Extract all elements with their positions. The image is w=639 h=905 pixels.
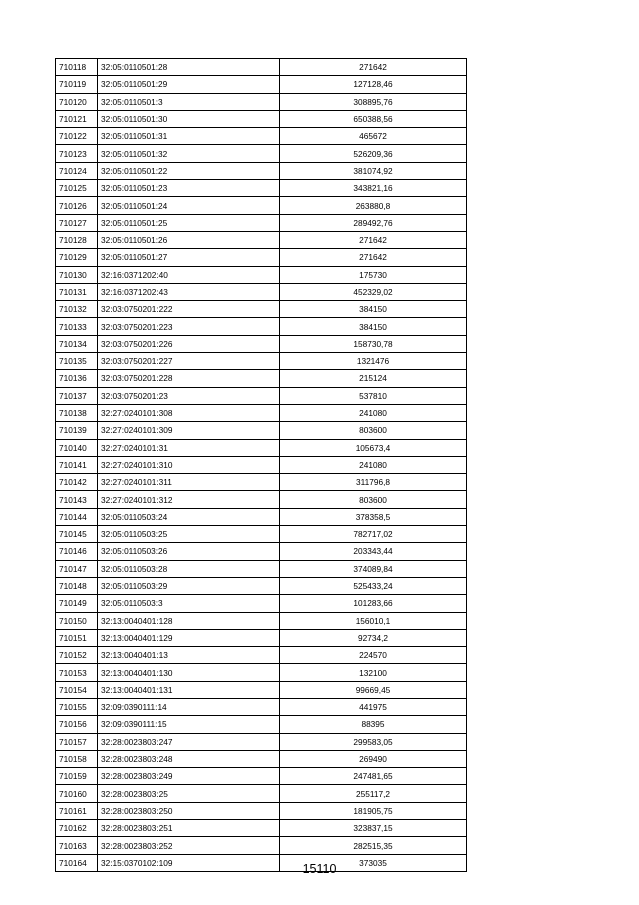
value-cell: 105673,4 <box>280 439 467 456</box>
cadastral-number-cell: 32:03:0750201:223 <box>98 318 280 335</box>
row-id-cell: 710134 <box>56 335 98 352</box>
cadastral-number-cell: 32:27:0240101:308 <box>98 404 280 421</box>
value-cell: 255117,2 <box>280 785 467 802</box>
table-row <box>56 820 467 837</box>
value-cell: 537810 <box>280 387 467 404</box>
cadastral-number-cell: 32:13:0040401:128 <box>98 612 280 629</box>
value-cell: 525433,24 <box>280 577 467 594</box>
table-row <box>56 128 467 145</box>
cadastral-number-cell: 32:05:0110501:29 <box>98 76 280 93</box>
row-id-cell: 710138 <box>56 404 98 421</box>
table-body <box>56 59 467 872</box>
table-row <box>56 162 467 179</box>
cadastral-number-cell: 32:28:0023803:252 <box>98 837 280 854</box>
cadastral-number-cell: 32:05:0110501:3 <box>98 93 280 110</box>
table-row <box>56 93 467 110</box>
cadastral-number-cell: 32:27:0240101:309 <box>98 422 280 439</box>
row-id-cell: 710143 <box>56 491 98 508</box>
row-id-cell: 710145 <box>56 526 98 543</box>
cadastral-number-cell: 32:05:0110501:28 <box>98 59 280 76</box>
table-row <box>56 214 467 231</box>
row-id-cell: 710136 <box>56 370 98 387</box>
cadastral-number-cell: 32:05:0110501:23 <box>98 180 280 197</box>
value-cell: 271642 <box>280 59 467 76</box>
table-row <box>56 318 467 335</box>
table-row <box>56 629 467 646</box>
cadastral-number-cell: 32:16:0371202:43 <box>98 283 280 300</box>
table-row <box>56 716 467 733</box>
row-id-cell: 710137 <box>56 387 98 404</box>
cadastral-number-cell: 32:03:0750201:226 <box>98 335 280 352</box>
row-id-cell: 710121 <box>56 110 98 127</box>
value-cell: 271642 <box>280 231 467 248</box>
cadastral-number-cell: 32:05:0110501:31 <box>98 128 280 145</box>
value-cell: 101283,66 <box>280 595 467 612</box>
table-row <box>56 76 467 93</box>
table-row <box>56 370 467 387</box>
table-row <box>56 577 467 594</box>
value-cell: 526209,36 <box>280 145 467 162</box>
value-cell: 343821,16 <box>280 180 467 197</box>
table-row <box>56 301 467 318</box>
cadastral-number-cell: 32:28:0023803:248 <box>98 750 280 767</box>
table-row <box>56 837 467 854</box>
table-row <box>56 249 467 266</box>
row-id-cell: 710153 <box>56 664 98 681</box>
cadastral-number-cell: 32:28:0023803:249 <box>98 768 280 785</box>
cadastral-number-cell: 32:13:0040401:13 <box>98 647 280 664</box>
table-row <box>56 681 467 698</box>
row-id-cell: 710141 <box>56 456 98 473</box>
cadastral-number-cell: 32:27:0240101:312 <box>98 491 280 508</box>
cadastral-number-cell: 32:03:0750201:23 <box>98 387 280 404</box>
value-cell: 271642 <box>280 249 467 266</box>
cadastral-number-cell: 32:05:0110503:3 <box>98 595 280 612</box>
value-cell: 384150 <box>280 318 467 335</box>
row-id-cell: 710163 <box>56 837 98 854</box>
cadastral-number-cell: 32:16:0371202:40 <box>98 266 280 283</box>
table-row <box>56 180 467 197</box>
value-cell: 127128,46 <box>280 76 467 93</box>
row-id-cell: 710158 <box>56 750 98 767</box>
value-cell: 269490 <box>280 750 467 767</box>
row-id-cell: 710120 <box>56 93 98 110</box>
table-row <box>56 145 467 162</box>
table-row <box>56 647 467 664</box>
table-row <box>56 491 467 508</box>
row-id-cell: 710128 <box>56 231 98 248</box>
table-row <box>56 750 467 767</box>
cadastral-number-cell: 32:15:0370102:109 <box>98 854 280 871</box>
row-id-cell: 710147 <box>56 560 98 577</box>
row-id-cell: 710131 <box>56 283 98 300</box>
cadastral-number-cell: 32:13:0040401:130 <box>98 664 280 681</box>
cadastral-number-cell: 32:05:0110503:24 <box>98 508 280 525</box>
cadastral-number-cell: 32:13:0040401:131 <box>98 681 280 698</box>
table-row <box>56 733 467 750</box>
value-cell: 1321476 <box>280 353 467 370</box>
cadastral-number-cell: 32:03:0750201:228 <box>98 370 280 387</box>
row-id-cell: 710150 <box>56 612 98 629</box>
row-id-cell: 710164 <box>56 854 98 871</box>
value-cell: 465672 <box>280 128 467 145</box>
value-cell: 311796,8 <box>280 474 467 491</box>
cadastral-number-cell: 32:05:0110501:26 <box>98 231 280 248</box>
table-row <box>56 595 467 612</box>
value-cell: 215124 <box>280 370 467 387</box>
row-id-cell: 710142 <box>56 474 98 491</box>
value-cell: 241080 <box>280 456 467 473</box>
value-cell: 282515,35 <box>280 837 467 854</box>
table-row <box>56 231 467 248</box>
row-id-cell: 710132 <box>56 301 98 318</box>
cadastral-number-cell: 32:05:0110501:27 <box>98 249 280 266</box>
table-row <box>56 422 467 439</box>
value-cell: 156010,1 <box>280 612 467 629</box>
row-id-cell: 710139 <box>56 422 98 439</box>
table-row <box>56 526 467 543</box>
table-row <box>56 353 467 370</box>
row-id-cell: 710135 <box>56 353 98 370</box>
table-row <box>56 785 467 802</box>
cadastral-number-cell: 32:05:0110501:30 <box>98 110 280 127</box>
value-cell: 650388,56 <box>280 110 467 127</box>
table-row <box>56 283 467 300</box>
value-cell: 181905,75 <box>280 802 467 819</box>
value-cell: 373035 <box>280 854 467 871</box>
table-row <box>56 802 467 819</box>
cadastral-number-cell: 32:09:0390111:14 <box>98 698 280 715</box>
cadastral-number-cell: 32:05:0110501:24 <box>98 197 280 214</box>
row-id-cell: 710125 <box>56 180 98 197</box>
value-cell: 299583,05 <box>280 733 467 750</box>
row-id-cell: 710155 <box>56 698 98 715</box>
row-id-cell: 710159 <box>56 768 98 785</box>
table-row <box>56 404 467 421</box>
cadastral-number-cell: 32:03:0750201:227 <box>98 353 280 370</box>
row-id-cell: 710152 <box>56 647 98 664</box>
table-row <box>56 664 467 681</box>
value-cell: 452329,02 <box>280 283 467 300</box>
row-id-cell: 710129 <box>56 249 98 266</box>
value-cell: 289492,76 <box>280 214 467 231</box>
cadastral-number-cell: 32:28:0023803:247 <box>98 733 280 750</box>
table-row <box>56 197 467 214</box>
table-row <box>56 508 467 525</box>
table-row <box>56 543 467 560</box>
value-cell: 241080 <box>280 404 467 421</box>
table-row <box>56 439 467 456</box>
value-cell: 374089,84 <box>280 560 467 577</box>
row-id-cell: 710149 <box>56 595 98 612</box>
table-row <box>56 110 467 127</box>
value-cell: 803600 <box>280 491 467 508</box>
row-id-cell: 710122 <box>56 128 98 145</box>
cadastral-number-cell: 32:05:0110503:25 <box>98 526 280 543</box>
table-row <box>56 612 467 629</box>
cadastral-number-cell: 32:27:0240101:31 <box>98 439 280 456</box>
value-cell: 263880,8 <box>280 197 467 214</box>
cadastral-number-cell: 32:05:0110503:28 <box>98 560 280 577</box>
value-cell: 132100 <box>280 664 467 681</box>
table-row <box>56 335 467 352</box>
row-id-cell: 710118 <box>56 59 98 76</box>
value-cell: 782717,02 <box>280 526 467 543</box>
cadastral-number-cell: 32:09:0390111:15 <box>98 716 280 733</box>
value-cell: 203343,44 <box>280 543 467 560</box>
value-cell: 247481,65 <box>280 768 467 785</box>
cadastral-value-table <box>55 58 467 872</box>
cadastral-number-cell: 32:28:0023803:250 <box>98 802 280 819</box>
value-cell: 88395 <box>280 716 467 733</box>
value-cell: 803600 <box>280 422 467 439</box>
table-row <box>56 560 467 577</box>
cadastral-number-cell: 32:05:0110503:26 <box>98 543 280 560</box>
value-cell: 99669,45 <box>280 681 467 698</box>
value-cell: 158730,78 <box>280 335 467 352</box>
row-id-cell: 710140 <box>56 439 98 456</box>
row-id-cell: 710148 <box>56 577 98 594</box>
cadastral-number-cell: 32:13:0040401:129 <box>98 629 280 646</box>
table-row <box>56 768 467 785</box>
row-id-cell: 710162 <box>56 820 98 837</box>
row-id-cell: 710130 <box>56 266 98 283</box>
table-row <box>56 266 467 283</box>
row-id-cell: 710154 <box>56 681 98 698</box>
row-id-cell: 710157 <box>56 733 98 750</box>
cadastral-number-cell: 32:05:0110501:22 <box>98 162 280 179</box>
row-id-cell: 710160 <box>56 785 98 802</box>
table-row <box>56 456 467 473</box>
row-id-cell: 710119 <box>56 76 98 93</box>
row-id-cell: 710127 <box>56 214 98 231</box>
row-id-cell: 710146 <box>56 543 98 560</box>
row-id-cell: 710123 <box>56 145 98 162</box>
table-row <box>56 698 467 715</box>
cadastral-number-cell: 32:28:0023803:25 <box>98 785 280 802</box>
value-cell: 441975 <box>280 698 467 715</box>
row-id-cell: 710156 <box>56 716 98 733</box>
row-id-cell: 710151 <box>56 629 98 646</box>
value-cell: 224570 <box>280 647 467 664</box>
cadastral-number-cell: 32:28:0023803:251 <box>98 820 280 837</box>
row-id-cell: 710133 <box>56 318 98 335</box>
cadastral-number-cell: 32:05:0110501:32 <box>98 145 280 162</box>
row-id-cell: 710126 <box>56 197 98 214</box>
row-id-cell: 710161 <box>56 802 98 819</box>
table-row <box>56 474 467 491</box>
cadastral-number-cell: 32:05:0110501:25 <box>98 214 280 231</box>
value-cell: 384150 <box>280 301 467 318</box>
cadastral-number-cell: 32:27:0240101:311 <box>98 474 280 491</box>
page-number: 15110 <box>302 862 337 876</box>
row-id-cell: 710124 <box>56 162 98 179</box>
value-cell: 175730 <box>280 266 467 283</box>
value-cell: 308895,76 <box>280 93 467 110</box>
value-cell: 378358,5 <box>280 508 467 525</box>
value-cell: 323837,15 <box>280 820 467 837</box>
table-row <box>56 387 467 404</box>
value-cell: 92734,2 <box>280 629 467 646</box>
cadastral-number-cell: 32:05:0110503:29 <box>98 577 280 594</box>
row-id-cell: 710144 <box>56 508 98 525</box>
table-row <box>56 59 467 76</box>
cadastral-number-cell: 32:03:0750201:222 <box>98 301 280 318</box>
cadastral-number-cell: 32:27:0240101:310 <box>98 456 280 473</box>
value-cell: 381074,92 <box>280 162 467 179</box>
